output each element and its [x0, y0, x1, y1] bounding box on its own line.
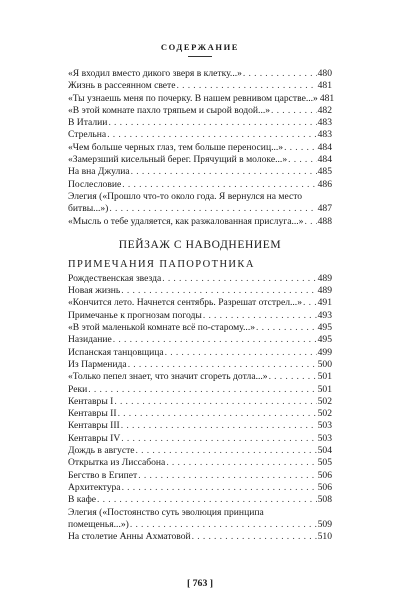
header-rule [188, 56, 212, 57]
dot-leader [288, 154, 316, 166]
toc-entry [68, 433, 332, 445]
toc-entry [68, 384, 332, 396]
toc-entry-title: Архитектура [68, 481, 121, 493]
toc-entry [68, 179, 332, 191]
toc-entry-title-line2: помещенья...») [68, 518, 129, 530]
toc-entry-page: 503 [317, 420, 332, 432]
dot-leader [131, 166, 317, 178]
section-title: ПЕЙЗАЖ С НАВОДНЕНИЕМ [118, 238, 282, 251]
dot-leader [162, 273, 316, 285]
toc-entry-title: Рождественская звезда [68, 272, 162, 284]
toc-entry-title: «Я входил вместо дикого зверя в клетку...» [68, 68, 242, 79]
page-number: [ 763 ] [186, 578, 214, 589]
dot-leader [97, 494, 317, 506]
toc-entry-page: 503 [317, 432, 332, 444]
toc-entry-title: Из Парменида [68, 358, 127, 370]
toc-entry [68, 408, 332, 420]
toc-entry-title: Примечанье к прогнозам погоды [68, 309, 202, 321]
toc-entry-page: 483 [317, 117, 332, 129]
toc-entry-title: Кентавры II [68, 408, 117, 420]
dot-leader [284, 142, 317, 154]
toc-entry-page: 487 [317, 203, 332, 215]
toc-entry-page: 485 [317, 166, 332, 178]
toc-entry-title: На столетие Анны Ахматовой [68, 531, 191, 543]
dot-leader [121, 420, 317, 432]
toc-entry-page: 506 [317, 469, 332, 481]
toc-entry-title: В Италии [68, 117, 108, 129]
toc-entry [68, 297, 332, 309]
dot-leader [130, 519, 317, 531]
dot-leader [107, 129, 316, 141]
toc-entry-title: Назидание [68, 334, 112, 346]
toc-entry [68, 470, 332, 482]
dot-leader [136, 445, 317, 457]
toc-entry-title: «Ты узнаешь меня по почерку. В нашем ревнивом царстве...» [68, 92, 318, 104]
toc-entry [68, 80, 332, 92]
toc-entry [68, 285, 332, 297]
toc-entry-title: «Только пепел знает, что значит сгореть дотла...» [68, 371, 268, 383]
dot-leader [88, 384, 316, 396]
toc-entry-title-line1: Элегия («Прошло что-то около года. Я вернулся на место [68, 190, 303, 202]
toc-entry [68, 216, 332, 228]
toc-entry-page: 484 [317, 141, 332, 153]
toc-entry [68, 105, 332, 117]
toc-entry-page: 501 [317, 371, 332, 383]
toc-entry-page: 505 [317, 457, 332, 469]
toc-entry-title: Дождь в августе [68, 445, 135, 457]
toc-entry-title: Послесловие [68, 178, 122, 190]
toc-entry [68, 166, 332, 178]
dot-leader [203, 310, 317, 322]
toc-entry [68, 482, 332, 494]
toc-entry-title: «Мысль о тебе удаляется, как разжалованная прислуга...» [68, 215, 304, 227]
toc-entry-title: Стрельна [68, 129, 107, 141]
toc-entry-page: 489 [317, 272, 332, 284]
toc-entry-page: 510 [317, 531, 332, 543]
dot-leader [109, 203, 316, 215]
dot-leader [271, 105, 317, 117]
toc-entry [68, 457, 332, 469]
toc-entry-page: 500 [317, 358, 332, 370]
toc-entry-title-line2: битвы...») [68, 203, 109, 215]
toc-entry [68, 117, 332, 129]
toc-entry [68, 129, 332, 141]
toc-entry [68, 322, 332, 334]
toc-entry-page: 484 [317, 154, 332, 166]
toc-entry-title: Испанская танцовщица [68, 346, 164, 358]
toc-entry-title: Открытка из Лиссабона [68, 457, 166, 469]
toc-entry-title: «В этой маленькой комнате всё по-старому...» [68, 322, 256, 334]
toc-entry [68, 359, 332, 371]
toc-entry-page: 486 [317, 178, 332, 190]
toc-entry-page: 501 [317, 383, 332, 395]
subsection-title: ПРИМЕЧАНИЯ ПАПОРОТНИКА [68, 258, 255, 270]
dot-leader [165, 347, 317, 359]
toc-entry [68, 445, 332, 457]
toc-entry-title-line1: Элегия («Постоянство суть эволюция принципа [68, 506, 264, 518]
toc-entry-wrapped [68, 191, 332, 216]
toc-entry-page: 480 [317, 68, 332, 79]
toc-entry [68, 347, 332, 359]
dot-leader [303, 297, 317, 309]
toc-entry-page: 499 [317, 346, 332, 358]
toc-entry-title: Кентавры III [68, 420, 120, 432]
toc-entry-page: 495 [317, 334, 332, 346]
toc-entry [68, 154, 332, 166]
toc-entry-title: Новая жизнь [68, 285, 121, 297]
toc-entry [68, 68, 332, 80]
toc-entry-page: 504 [317, 445, 332, 457]
toc-entry-title: Жизнь в рассеянном свете [68, 80, 176, 92]
toc-entry-title: Кентавры IV [68, 432, 121, 444]
toc-entry-wrapped [68, 507, 332, 532]
dot-leader [118, 408, 317, 420]
toc-entry [68, 371, 332, 383]
toc-entry-page: 481 [319, 92, 335, 104]
dot-leader [256, 322, 317, 334]
toc-entry [68, 92, 335, 105]
toc-entry-page: 483 [317, 129, 332, 141]
toc-entry-page: 506 [317, 481, 332, 493]
toc-entry-page: 481 [317, 80, 332, 92]
table-of-contents [68, 68, 335, 543]
toc-entry-page: 502 [317, 408, 332, 420]
dot-leader [166, 457, 316, 469]
toc-entry-page: 491 [317, 297, 332, 309]
dot-leader [121, 285, 316, 297]
toc-entry [68, 273, 332, 285]
toc-entry-title: «Чем больше черных глаз, тем больше переносиц...» [68, 141, 284, 153]
toc-entry [68, 396, 332, 408]
toc-entry-page: 495 [317, 322, 332, 334]
dot-leader [304, 216, 316, 228]
toc-entry-page: 508 [317, 494, 332, 506]
toc-entry [68, 142, 332, 154]
toc-entry-page: 493 [317, 309, 332, 321]
toc-entry [68, 494, 332, 506]
toc-entry-title: В кафе [68, 494, 97, 506]
toc-entry-page: 502 [317, 395, 332, 407]
toc-entry-page: 488 [317, 215, 332, 227]
dot-leader [177, 80, 317, 92]
dot-leader [108, 117, 316, 129]
toc-entry-title: «В этой комнате пахло тряпьем и сырой водой...» [68, 104, 271, 116]
dot-leader [128, 359, 317, 371]
dot-leader [138, 470, 316, 482]
toc-entry-title: На вна Джулиа [68, 166, 130, 178]
dot-leader [114, 396, 316, 408]
toc-entry-title: «Кончится лето. Начнется сентябрь. Разрешат отстрел...» [68, 297, 302, 309]
dot-leader [122, 179, 316, 191]
toc-entry-title: «Замерзший кисельный берег. Прячущий в молоке...» [68, 154, 288, 166]
toc-entry-title: Кентавры I [68, 395, 114, 407]
dot-leader [122, 482, 317, 494]
toc-entry [68, 420, 332, 432]
running-header: СОДЕРЖАНИЕ [160, 42, 240, 52]
dot-leader [121, 433, 316, 445]
toc-entry [68, 334, 332, 346]
toc-entry-title: Бегство в Египет [68, 469, 138, 481]
toc-entry-page: 509 [317, 518, 332, 530]
toc-entry-page: 489 [317, 285, 332, 297]
toc-list-b [68, 273, 332, 507]
toc-list-a [68, 68, 335, 191]
toc-entry [68, 531, 332, 543]
dot-leader [192, 531, 317, 543]
toc-entry-page: 482 [317, 104, 332, 116]
dot-leader [113, 334, 317, 346]
dot-leader [243, 68, 317, 80]
dot-leader [269, 371, 317, 383]
toc-entry-title: Реки [68, 383, 88, 395]
toc-entry [68, 310, 332, 322]
